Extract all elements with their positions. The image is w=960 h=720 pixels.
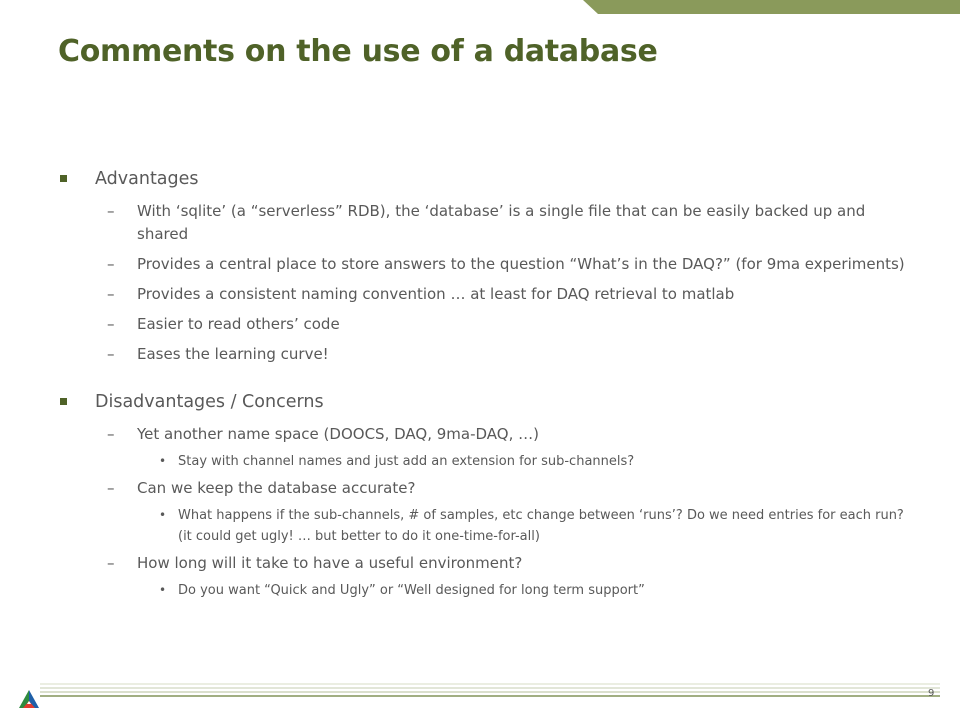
dash-bullet-icon: – — [107, 255, 115, 273]
list-item: – Easier to read others’ code — [58, 313, 908, 336]
dash-bullet-icon: – — [107, 554, 115, 572]
list-item: – Provides a central place to store answers to the question “What’s in the DAQ?” (for 9ma experiments) — [58, 253, 908, 276]
dash-bullet-icon: – — [107, 202, 115, 220]
square-bullet-icon — [60, 398, 67, 405]
list-item: – Eases the learning curve! — [58, 343, 908, 366]
page-number: 9 — [928, 688, 935, 699]
dash-bullet-icon: – — [107, 425, 115, 443]
section-heading-disadvantages: Disadvantages / Concerns — [58, 389, 908, 415]
slide-title: Comments on the use of a database — [58, 34, 658, 69]
list-item: – Provides a consistent naming convention … at least for DAQ retrieval to matlab — [58, 283, 908, 306]
dash-bullet-icon: – — [107, 315, 115, 333]
top-accent-band — [0, 0, 960, 14]
section-heading-advantages: Advantages — [58, 166, 908, 192]
dash-bullet-icon: – — [107, 479, 115, 497]
sub-list-item: • What happens if the sub-channels, # of samples, etc change between ‘runs’? Do we need entries for each run? (it could get ugly! … but better to do it one-time-for-all) — [58, 505, 908, 547]
list-item: – Can we keep the database accurate? — [58, 477, 908, 500]
list-item: – With ‘sqlite’ (a “serverless” RDB), the ‘database’ is a single file that can be easily backed up and shared — [107, 202, 866, 243]
dot-bullet-icon: • — [159, 454, 167, 468]
square-bullet-icon — [60, 175, 67, 182]
list-item: – How long will it take to have a useful environment? — [58, 552, 908, 575]
triangle-logo-icon — [18, 689, 40, 709]
sub-list-item: • Stay with channel names and just add an extension for sub-channels? — [58, 451, 908, 472]
dot-bullet-icon: • — [159, 583, 167, 597]
dash-bullet-icon: – — [107, 345, 115, 363]
slide-body — [58, 166, 908, 606]
list-item: – Yet another name space (DOOCS, DAQ, 9ma-DAQ, …) — [58, 423, 908, 446]
footer-decorative-lines — [40, 682, 940, 698]
dash-bullet-icon: – — [107, 285, 115, 303]
sub-list-item: • Do you want “Quick and Ugly” or “Well designed for long term support” — [58, 580, 908, 601]
dot-bullet-icon: • — [159, 508, 167, 522]
